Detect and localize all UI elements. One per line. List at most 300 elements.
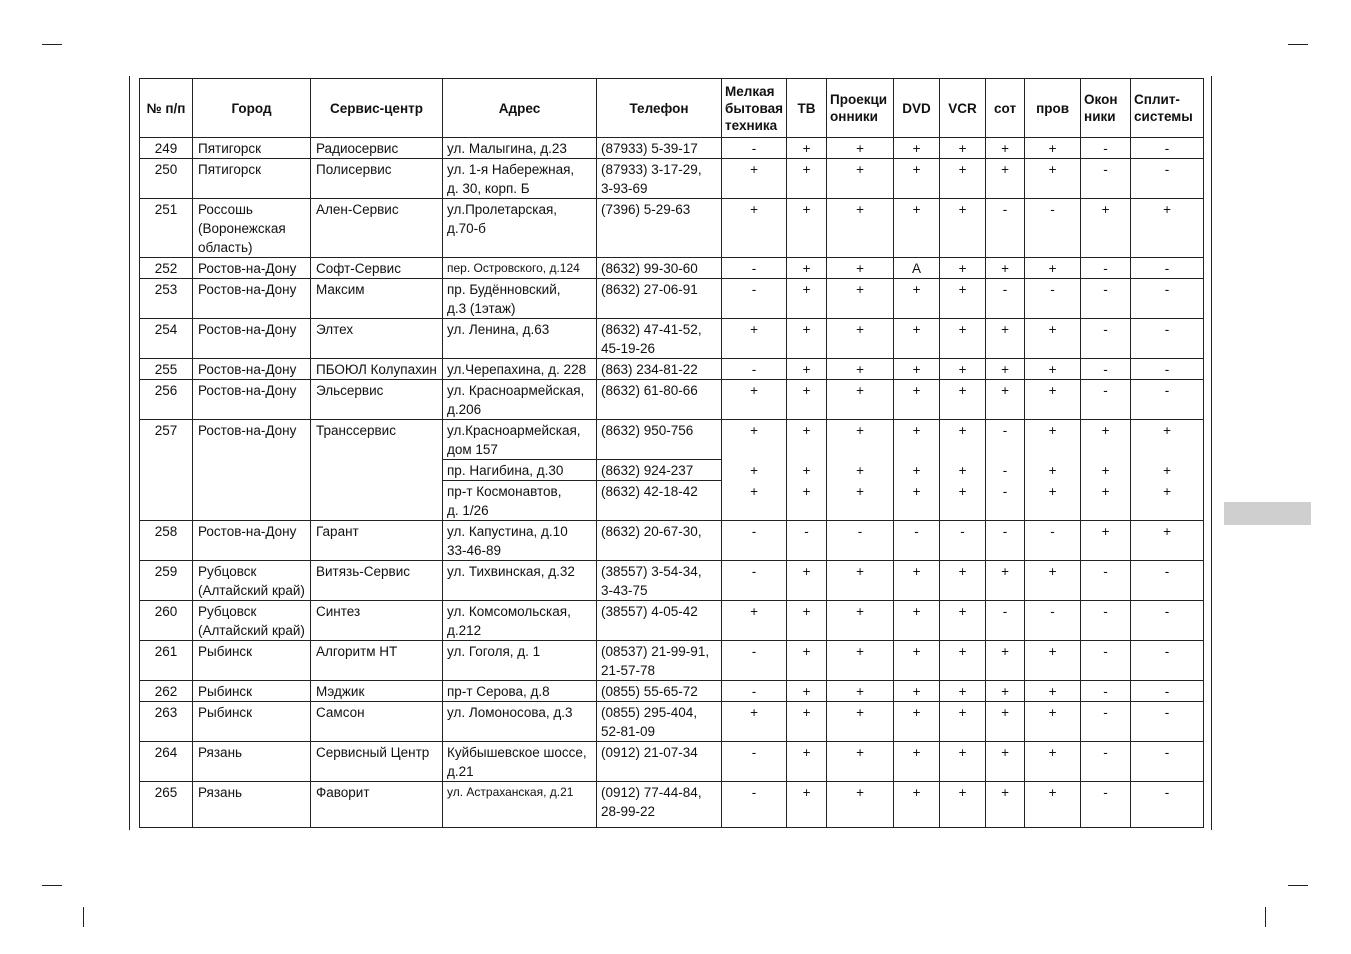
address-cell — [443, 641, 597, 681]
service-center-cell: Софт-Сервис — [311, 258, 443, 279]
city-cell — [193, 380, 311, 420]
cell-line: (0855) 295-404, — [601, 705, 698, 720]
cell-line: область) — [198, 240, 253, 255]
feature-flag-cell: + — [894, 380, 940, 420]
feature-flag-cell: - — [722, 742, 787, 782]
feature-flag-cell: + — [1025, 359, 1081, 380]
cell-line: ул. Ломоносова, д.3 — [447, 705, 573, 720]
feature-flag-cell: + — [1025, 258, 1081, 279]
feature-flag-cell: + — [940, 460, 986, 481]
cell-line: пер. Островского, д.124 — [447, 261, 580, 275]
table-row — [140, 258, 1204, 279]
feature-flag-cell: + — [1081, 420, 1131, 460]
city-cell — [193, 601, 311, 641]
feature-flag-cell: + — [722, 702, 787, 742]
row-number: 255 — [140, 359, 193, 380]
city-cell — [193, 742, 311, 782]
cell-line: Рязань — [198, 785, 243, 800]
feature-flag-cell: + — [787, 561, 827, 601]
feature-flag-cell: + — [894, 359, 940, 380]
feature-flag-cell: + — [894, 420, 940, 460]
table-row — [140, 742, 1204, 782]
crop-mark — [1288, 885, 1308, 886]
feature-flag-cell: + — [1131, 521, 1204, 561]
feature-flag-cell: - — [722, 641, 787, 681]
cell-line: д.3 (1этаж) — [447, 301, 516, 316]
address-cell — [443, 258, 597, 279]
service-center-cell: Радиосервис — [311, 138, 443, 159]
feature-flag-cell: - — [1081, 681, 1131, 702]
table-row — [140, 420, 1204, 460]
feature-flag-cell: + — [827, 782, 894, 828]
cell-line: (0855) 55-65-72 — [601, 684, 698, 699]
phone-cell — [597, 359, 722, 380]
cell-line: Рыбинск — [198, 684, 253, 699]
column-header: Сервис-центр — [311, 79, 443, 138]
feature-flag-cell: + — [827, 319, 894, 359]
feature-flag-cell: + — [827, 199, 894, 258]
phone-cell — [597, 742, 722, 782]
cell-line: Ростов-на-Дону — [198, 322, 297, 337]
cell-line: ул.Черепахина, д. 228 — [447, 362, 587, 377]
feature-flag-cell: + — [940, 782, 986, 828]
feature-flag-cell: + — [827, 641, 894, 681]
table-row — [140, 782, 1204, 828]
cell-line: д. 1/26 — [447, 503, 489, 518]
page-frame-right — [1211, 76, 1212, 830]
phone-cell — [597, 380, 722, 420]
feature-flag-cell: + — [940, 279, 986, 319]
cell-line: Рязань — [198, 745, 243, 760]
address-cell — [443, 601, 597, 641]
address-cell — [443, 742, 597, 782]
feature-flag-cell: - — [1131, 742, 1204, 782]
cell-line: Россошь — [198, 202, 253, 217]
feature-flag-cell: + — [787, 782, 827, 828]
phone-cell — [597, 521, 722, 561]
cell-line: (8632) 20-67-30, — [601, 524, 702, 539]
section-tab — [1224, 502, 1311, 525]
cell-line: 3-93-69 — [601, 181, 648, 196]
cell-line: 33-46-89 — [447, 543, 502, 558]
feature-flag-cell: - — [1081, 782, 1131, 828]
city-cell — [193, 420, 311, 521]
feature-flag-cell: + — [894, 481, 940, 521]
feature-flag-cell: + — [986, 742, 1025, 782]
city-cell — [193, 702, 311, 742]
cell-line: ул. Капустина, д.10 — [447, 524, 568, 539]
column-header: Телефон — [597, 79, 722, 138]
feature-flag-cell: + — [1025, 460, 1081, 481]
feature-flag-cell: + — [940, 138, 986, 159]
feature-flag-cell: + — [1025, 561, 1081, 601]
cell-line: 45-19-26 — [601, 341, 656, 356]
feature-flag-cell: + — [1081, 460, 1131, 481]
feature-flag-cell: + — [1025, 138, 1081, 159]
feature-flag-cell: + — [1081, 521, 1131, 561]
phone-cell — [597, 702, 722, 742]
phone-cell — [597, 420, 722, 460]
phone-cell — [597, 460, 722, 481]
feature-flag-cell: + — [827, 460, 894, 481]
feature-flag-cell: + — [894, 681, 940, 702]
address-cell — [443, 481, 597, 521]
feature-flag-cell: + — [940, 159, 986, 199]
column-header: DVD — [894, 79, 940, 138]
address-cell — [443, 702, 597, 742]
feature-flag-cell: - — [787, 521, 827, 561]
crop-mark — [42, 44, 62, 45]
row-number: 264 — [140, 742, 193, 782]
feature-flag-cell: - — [1131, 561, 1204, 601]
cell-line: Ростов-на-Дону — [198, 282, 297, 297]
feature-flag-cell: + — [787, 359, 827, 380]
feature-flag-cell: + — [827, 359, 894, 380]
cell-line: 28-99-22 — [601, 804, 656, 819]
feature-flag-cell: + — [894, 159, 940, 199]
feature-flag-cell: + — [1131, 199, 1204, 258]
cell-line: (8632) 61-80-66 — [601, 383, 698, 398]
cell-line: Ростов-на-Дону — [198, 261, 297, 276]
feature-flag-cell: + — [940, 359, 986, 380]
feature-flag-cell: + — [940, 319, 986, 359]
column-header: Сплит-системы — [1131, 79, 1204, 138]
cell-line: Ростов-на-Дону — [198, 362, 297, 377]
column-header: пров — [1025, 79, 1081, 138]
cell-line: ул.Красноармейская, — [447, 423, 581, 438]
feature-flag-cell: - — [1081, 279, 1131, 319]
cell-line: (Воронежская — [198, 221, 286, 236]
phone-cell — [597, 199, 722, 258]
table-row — [140, 199, 1204, 258]
feature-flag-cell: + — [1025, 702, 1081, 742]
feature-flag-cell: + — [940, 601, 986, 641]
row-number: 249 — [140, 138, 193, 159]
cell-line: (8632) 99-30-60 — [601, 261, 698, 276]
feature-flag-cell: - — [1131, 380, 1204, 420]
feature-flag-cell: + — [1025, 159, 1081, 199]
cell-line: 3-43-75 — [601, 583, 648, 598]
cell-line: д.206 — [447, 402, 482, 417]
cell-line: (87933) 3-17-29, — [601, 162, 702, 177]
address-cell — [443, 199, 597, 258]
column-header: ТВ — [787, 79, 827, 138]
phone-cell — [597, 782, 722, 828]
feature-flag-cell: + — [986, 380, 1025, 420]
cell-line: (38557) 4-05-42 — [601, 604, 698, 619]
phone-cell — [597, 159, 722, 199]
city-cell — [193, 279, 311, 319]
feature-flag-cell: + — [787, 601, 827, 641]
address-cell — [443, 159, 597, 199]
cell-line: пр-т Серова, д.8 — [447, 684, 550, 699]
feature-flag-cell: + — [827, 159, 894, 199]
feature-flag-cell: + — [894, 702, 940, 742]
feature-flag-cell: + — [940, 258, 986, 279]
row-number: 252 — [140, 258, 193, 279]
feature-flag-cell: + — [894, 199, 940, 258]
feature-flag-cell: + — [827, 601, 894, 641]
service-center-cell: Элтех — [311, 319, 443, 359]
feature-flag-cell: - — [1081, 702, 1131, 742]
feature-flag-cell: + — [722, 319, 787, 359]
cell-line: пр. Нагибина, д.30 — [447, 463, 564, 478]
feature-flag-cell: + — [827, 561, 894, 601]
service-center-cell: Полисервис — [311, 159, 443, 199]
crop-mark — [83, 907, 84, 927]
feature-flag-cell: + — [986, 319, 1025, 359]
service-center-cell: Самсон — [311, 702, 443, 742]
feature-flag-cell: + — [940, 702, 986, 742]
feature-flag-cell: + — [1025, 380, 1081, 420]
feature-flag-cell: + — [1025, 319, 1081, 359]
feature-flag-cell: + — [787, 380, 827, 420]
cell-line: Рубцовск — [198, 604, 257, 619]
service-center-cell: Фаворит — [311, 782, 443, 828]
feature-flag-cell: + — [722, 199, 787, 258]
service-center-cell: Ален-Сервис — [311, 199, 443, 258]
feature-flag-cell: + — [827, 138, 894, 159]
crop-mark — [42, 885, 62, 886]
phone-cell — [597, 561, 722, 601]
table-row — [140, 641, 1204, 681]
phone-cell — [597, 319, 722, 359]
column-header: сот — [986, 79, 1025, 138]
cell-line: (Алтайский край) — [198, 583, 305, 598]
feature-flag-cell: + — [986, 702, 1025, 742]
table-row — [140, 279, 1204, 319]
feature-flag-cell: - — [722, 782, 787, 828]
cell-line: Ростов-на-Дону — [198, 524, 297, 539]
city-cell — [193, 641, 311, 681]
column-header: Мелкая бытовая техника — [722, 79, 787, 138]
feature-flag-cell: + — [894, 641, 940, 681]
feature-flag-cell: - — [986, 420, 1025, 460]
table-row — [140, 359, 1204, 380]
row-number: 259 — [140, 561, 193, 601]
row-number: 263 — [140, 702, 193, 742]
feature-flag-cell: + — [722, 380, 787, 420]
phone-cell — [597, 258, 722, 279]
feature-flag-cell: - — [1131, 702, 1204, 742]
feature-flag-cell: + — [787, 138, 827, 159]
city-cell — [193, 258, 311, 279]
feature-flag-cell: + — [827, 481, 894, 521]
cell-line: пр. Будённовский, — [447, 282, 561, 297]
feature-flag-cell: + — [1025, 420, 1081, 460]
feature-flag-cell: + — [940, 481, 986, 521]
feature-flag-cell: + — [827, 742, 894, 782]
row-number: 256 — [140, 380, 193, 420]
cell-line: д.70-б — [447, 221, 486, 236]
feature-flag-cell: + — [827, 380, 894, 420]
row-number: 258 — [140, 521, 193, 561]
cell-line: ул. Малыгина, д.23 — [447, 141, 567, 156]
cell-line: Куйбышевское шоссе, — [447, 745, 587, 760]
cell-line: ул. Комсомольская, — [447, 604, 571, 619]
cell-line: дом 157 — [447, 442, 498, 457]
feature-flag-cell: + — [940, 742, 986, 782]
cell-line: 52-81-09 — [601, 724, 656, 739]
feature-flag-cell: + — [986, 782, 1025, 828]
feature-flag-cell: - — [986, 279, 1025, 319]
feature-flag-cell: - — [1131, 159, 1204, 199]
city-cell — [193, 359, 311, 380]
feature-flag-cell: - — [894, 521, 940, 561]
feature-flag-cell: + — [986, 641, 1025, 681]
feature-flag-cell: + — [787, 481, 827, 521]
column-header: VCR — [940, 79, 986, 138]
feature-flag-cell: + — [722, 481, 787, 521]
cell-line: (0912) 21-07-34 — [601, 745, 698, 760]
table-header — [140, 79, 1204, 138]
feature-flag-cell: - — [722, 681, 787, 702]
row-number: 262 — [140, 681, 193, 702]
cell-line: ул. Тихвинская, д.32 — [447, 564, 575, 579]
address-cell — [443, 380, 597, 420]
column-header: Окон ники — [1081, 79, 1131, 138]
cell-line: ул. Астраханская, д.21 — [447, 785, 574, 799]
feature-flag-cell: - — [1081, 641, 1131, 681]
cell-line: д.21 — [447, 764, 474, 779]
feature-flag-cell: + — [1081, 199, 1131, 258]
cell-line: (Алтайский край) — [198, 623, 305, 638]
cell-line: ул. 1-я Набережная, — [447, 162, 575, 177]
cell-line: ул. Гоголя, д. 1 — [447, 644, 541, 659]
table-row — [140, 319, 1204, 359]
service-center-cell: Витязь-Сервис — [311, 561, 443, 601]
feature-flag-cell: + — [787, 742, 827, 782]
feature-flag-cell: + — [722, 159, 787, 199]
table-row — [140, 702, 1204, 742]
table-row — [140, 681, 1204, 702]
cell-line: (87933) 5-39-17 — [601, 141, 698, 156]
cell-line: Рубцовск — [198, 564, 257, 579]
cell-line: (38557) 3-54-34, — [601, 564, 702, 579]
feature-flag-cell: + — [894, 561, 940, 601]
feature-flag-cell: - — [1081, 138, 1131, 159]
cell-line: ул. Ленина, д.63 — [447, 322, 550, 337]
table-row — [140, 159, 1204, 199]
feature-flag-cell: - — [1081, 258, 1131, 279]
cell-line: ул. Красноармейская, — [447, 383, 585, 398]
column-header: Город — [193, 79, 311, 138]
service-center-cell: Алгоритм НТ — [311, 641, 443, 681]
cell-line: (8632) 27-06-91 — [601, 282, 698, 297]
feature-flag-cell: - — [722, 138, 787, 159]
feature-flag-cell: + — [1131, 420, 1204, 460]
feature-flag-cell: + — [787, 159, 827, 199]
feature-flag-cell: A — [894, 258, 940, 279]
feature-flag-cell: + — [940, 420, 986, 460]
feature-flag-cell: - — [1081, 561, 1131, 601]
cell-line: (8632) 924-237 — [601, 463, 694, 478]
feature-flag-cell: + — [940, 561, 986, 601]
cell-line: (7396) 5-29-63 — [601, 202, 691, 217]
feature-flag-cell: - — [1025, 521, 1081, 561]
feature-flag-cell: - — [1131, 681, 1204, 702]
feature-flag-cell: - — [827, 521, 894, 561]
feature-flag-cell: - — [1081, 359, 1131, 380]
feature-flag-cell: + — [787, 279, 827, 319]
feature-flag-cell: + — [1081, 481, 1131, 521]
service-center-cell: ПБОЮЛ Колупахин — [311, 359, 443, 380]
cell-line: (0912) 77-44-84, — [601, 785, 702, 800]
feature-flag-cell: + — [940, 380, 986, 420]
feature-flag-cell: + — [894, 782, 940, 828]
address-cell — [443, 319, 597, 359]
feature-flag-cell: - — [986, 601, 1025, 641]
row-number: 250 — [140, 159, 193, 199]
row-number: 254 — [140, 319, 193, 359]
service-center-cell: Синтез — [311, 601, 443, 641]
cell-line: Рыбинск — [198, 705, 253, 720]
feature-flag-cell: - — [1131, 279, 1204, 319]
address-cell — [443, 561, 597, 601]
cell-line: Ростов-на-Дону — [198, 383, 297, 398]
feature-flag-cell: + — [722, 460, 787, 481]
address-cell — [443, 782, 597, 828]
feature-flag-cell: + — [787, 319, 827, 359]
city-cell — [193, 782, 311, 828]
service-center-cell: Мэджик — [311, 681, 443, 702]
feature-flag-cell: - — [1131, 359, 1204, 380]
crop-mark — [1288, 44, 1308, 45]
feature-flag-cell: + — [787, 258, 827, 279]
page-frame-left — [129, 76, 130, 830]
row-number: 257 — [140, 420, 193, 521]
feature-flag-cell: - — [1131, 782, 1204, 828]
feature-flag-cell: - — [986, 460, 1025, 481]
feature-flag-cell: - — [1131, 601, 1204, 641]
feature-flag-cell: + — [827, 279, 894, 319]
feature-flag-cell: - — [722, 279, 787, 319]
phone-cell — [597, 138, 722, 159]
feature-flag-cell: - — [1131, 138, 1204, 159]
feature-flag-cell: + — [827, 702, 894, 742]
cell-line: Пятигорск — [198, 162, 262, 177]
table-row — [140, 561, 1204, 601]
feature-flag-cell: + — [894, 279, 940, 319]
feature-flag-cell: + — [827, 420, 894, 460]
feature-flag-cell: + — [1131, 460, 1204, 481]
column-header: Адрес — [443, 79, 597, 138]
feature-flag-cell: + — [1025, 742, 1081, 782]
table-row — [140, 138, 1204, 159]
feature-flag-cell: - — [1081, 319, 1131, 359]
feature-flag-cell: + — [1025, 782, 1081, 828]
city-cell — [193, 561, 311, 601]
feature-flag-cell: + — [986, 561, 1025, 601]
cell-line: (8632) 950-756 — [601, 423, 694, 438]
feature-flag-cell: + — [787, 420, 827, 460]
feature-flag-cell: + — [787, 199, 827, 258]
service-center-cell: Максим — [311, 279, 443, 319]
cell-line: д. 30, корп. Б — [447, 181, 530, 196]
service-center-cell: Сервисный Центр — [311, 742, 443, 782]
phone-cell — [597, 481, 722, 521]
feature-flag-cell: + — [986, 159, 1025, 199]
city-cell — [193, 521, 311, 561]
cell-line: Пятигорск — [198, 141, 262, 156]
feature-flag-cell: + — [940, 199, 986, 258]
feature-flag-cell: - — [722, 258, 787, 279]
feature-flag-cell: + — [986, 359, 1025, 380]
feature-flag-cell: - — [722, 561, 787, 601]
feature-flag-cell: - — [1131, 319, 1204, 359]
address-cell — [443, 521, 597, 561]
feature-flag-cell: + — [894, 601, 940, 641]
